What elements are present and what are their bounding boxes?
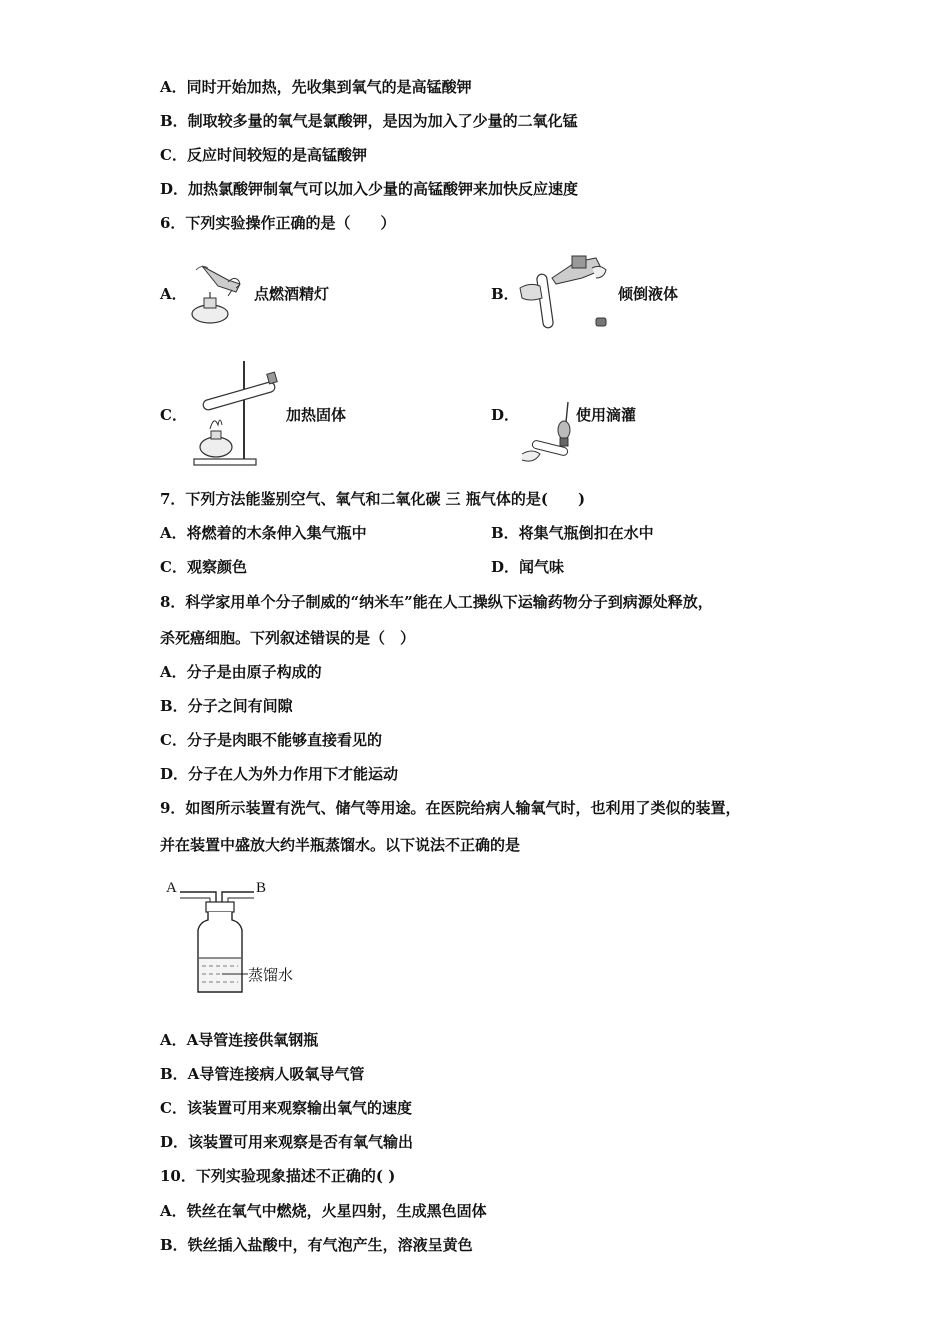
q9-option-c: C．该装置可用来观察输出氧气的速度 — [160, 1099, 412, 1117]
q6-option-a-letter: A． — [160, 285, 187, 303]
q7-option-a: A．将燃着的木条伸入集气瓶中 — [160, 524, 367, 542]
q9-option-b: B．A导管连接病人吸氧导气管 — [160, 1065, 365, 1083]
q7-option-d: D．闻气味 — [491, 558, 565, 576]
q5-option-b: B．制取较多量的氧气是氯酸钾，是因为加入了少量的二氧化锰 — [160, 112, 578, 130]
q9-option-a: A．A导管连接供氧钢瓶 — [160, 1031, 319, 1049]
q6-option-c-caption: 加热固体 — [286, 406, 347, 424]
q5-option-a: A．同时开始加热，先收集到氧气的是高锰酸钾 — [160, 78, 472, 96]
dropper-figure — [520, 400, 576, 468]
label-b: B — [256, 880, 267, 896]
q6-option-b-caption: 倾倒液体 — [618, 285, 679, 303]
heat-solid-figure — [188, 355, 284, 469]
pour-liquid-figure — [516, 252, 616, 334]
q10-option-b: B．铁丝插入盐酸中，有气泡产生，溶液呈黄色 — [160, 1236, 473, 1254]
q9-stem-line2: 并在装置中盛放大约半瓶蒸馏水。以下说法不正确的是 — [160, 836, 521, 854]
q6-option-a-caption: 点燃酒精灯 — [254, 285, 330, 303]
q7-stem: 7．下列方法能鉴别空气、氧气和二氧化碳 三 瓶气体的是( ) — [160, 490, 586, 508]
label-a: A — [166, 880, 177, 896]
q8-option-b: B．分子之间有间隙 — [160, 697, 293, 715]
q10-stem: 10．下列实验现象描述不正确的( ) — [160, 1167, 396, 1185]
alcohol-lamp-figure — [188, 262, 252, 332]
gas-washing-bottle-figure — [160, 872, 320, 1000]
q6-option-d-caption: 使用滴灌 — [576, 406, 637, 424]
q8-option-a: A．分子是由原子构成的 — [160, 663, 322, 681]
q7-option-b: B．将集气瓶倒扣在水中 — [491, 524, 654, 542]
q5-option-d: D．加热氯酸钾制氧气可以加入少量的高锰酸钾来加快反应速度 — [160, 180, 579, 198]
q9-stem-line1: 9．如图所示装置有洗气、储气等用途。在医院给病人输氧气时，也利用了类似的装置， — [160, 799, 741, 817]
q6-option-c-letter: C． — [160, 406, 187, 424]
q6-stem: 6．下列实验操作正确的是（ ） — [160, 214, 396, 232]
q9-option-d: D．该装置可用来观察是否有氧气输出 — [160, 1133, 414, 1151]
q8-option-c: C．分子是肉眼不能够直接看见的 — [160, 731, 382, 749]
q8-stem-line2: 杀死癌细胞。下列叙述错误的是（ ） — [160, 629, 416, 647]
q8-stem-line1: 8．科学家用单个分子制威的“纳米车”能在人工操纵下运输药物分子到病源处释放， — [160, 593, 713, 611]
q6-option-d-letter: D． — [491, 406, 520, 424]
q5-option-c: C．反应时间较短的是高锰酸钾 — [160, 146, 367, 164]
q10-option-a: A．铁丝在氧气中燃烧，火星四射，生成黑色固体 — [160, 1202, 487, 1220]
q8-option-d: D．分子在人为外力作用下才能运动 — [160, 765, 399, 783]
q7-option-c: C．观察颜色 — [160, 558, 247, 576]
q6-option-b-letter: B． — [491, 285, 519, 303]
label-water: 蒸馏水 — [248, 966, 294, 984]
